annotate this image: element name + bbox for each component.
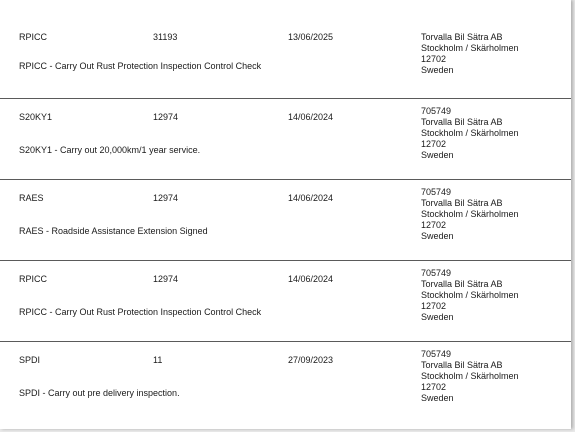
service-record-row [0,0,571,99]
dealer-address [421,268,519,323]
dealer-name: Torvalla Bil Sätra AB [421,279,503,289]
dealer-postcode: 12702 [421,139,447,149]
service-date: 14/06/2024 [288,193,334,203]
service-date: 13/06/2025 [288,32,334,42]
dealer-address [421,187,519,242]
service-description: RPICC - Carry Out Rust Protection Inspection Control Check [19,307,262,317]
service-description: RPICC - Carry Out Rust Protection Inspection Control Check [19,61,262,71]
service-record-row [0,261,571,342]
dealer-postcode: 12702 [421,301,447,311]
mileage: 12974 [153,193,179,203]
dealer-city: Stockholm / Skärholmen [421,371,519,381]
service-code: RPICC [19,274,48,284]
service-date: 14/06/2024 [288,274,334,284]
dealer-postcode: 12702 [421,54,447,64]
dealer-name: Torvalla Bil Sätra AB [421,117,503,127]
service-record-row [0,99,571,180]
service-date: 14/06/2024 [288,112,334,122]
service-record-row [0,342,571,432]
dealer-address [421,349,519,404]
dealer-city: Stockholm / Skärholmen [421,290,519,300]
dealer-name: Torvalla Bil Sätra AB [421,198,503,208]
service-record-row [0,180,571,261]
dealer-country: Sweden [421,393,454,403]
dealer-address [421,106,519,161]
service-code: RAES [19,193,44,203]
service-code: RPICC [19,32,48,42]
mileage: 11 [153,355,163,365]
dealer-country: Sweden [421,150,454,160]
mileage: 12974 [153,274,179,284]
dealer-city: Stockholm / Skärholmen [421,209,519,219]
dealer-postcode: 12702 [421,220,447,230]
service-date: 27/09/2023 [288,355,334,365]
dealer-city: Stockholm / Skärholmen [421,43,519,53]
service-description: S20KY1 - Carry out 20,000km/1 year service. [19,145,201,155]
dealer-country: Sweden [421,65,454,75]
dealer-id: 705749 [421,268,452,278]
service-description: RAES - Roadside Assistance Extension Signed [19,226,208,236]
mileage: 12974 [153,112,179,122]
dealer-name: Torvalla Bil Sätra AB [421,360,503,370]
mileage: 31193 [153,32,178,42]
dealer-id: 705749 [421,187,452,197]
dealer-country: Sweden [421,231,454,241]
dealer-country: Sweden [421,312,454,322]
dealer-id: 705749 [421,349,452,359]
dealer-city: Stockholm / Skärholmen [421,128,519,138]
dealer-id: 705749 [421,106,452,116]
service-code: SPDI [19,355,41,365]
service-description: SPDI - Carry out pre delivery inspection. [19,388,180,398]
dealer-postcode: 12702 [421,382,447,392]
service-code: S20KY1 [19,112,53,122]
dealer-name: Torvalla Bil Sätra AB [421,32,503,42]
dealer-address [421,32,519,76]
